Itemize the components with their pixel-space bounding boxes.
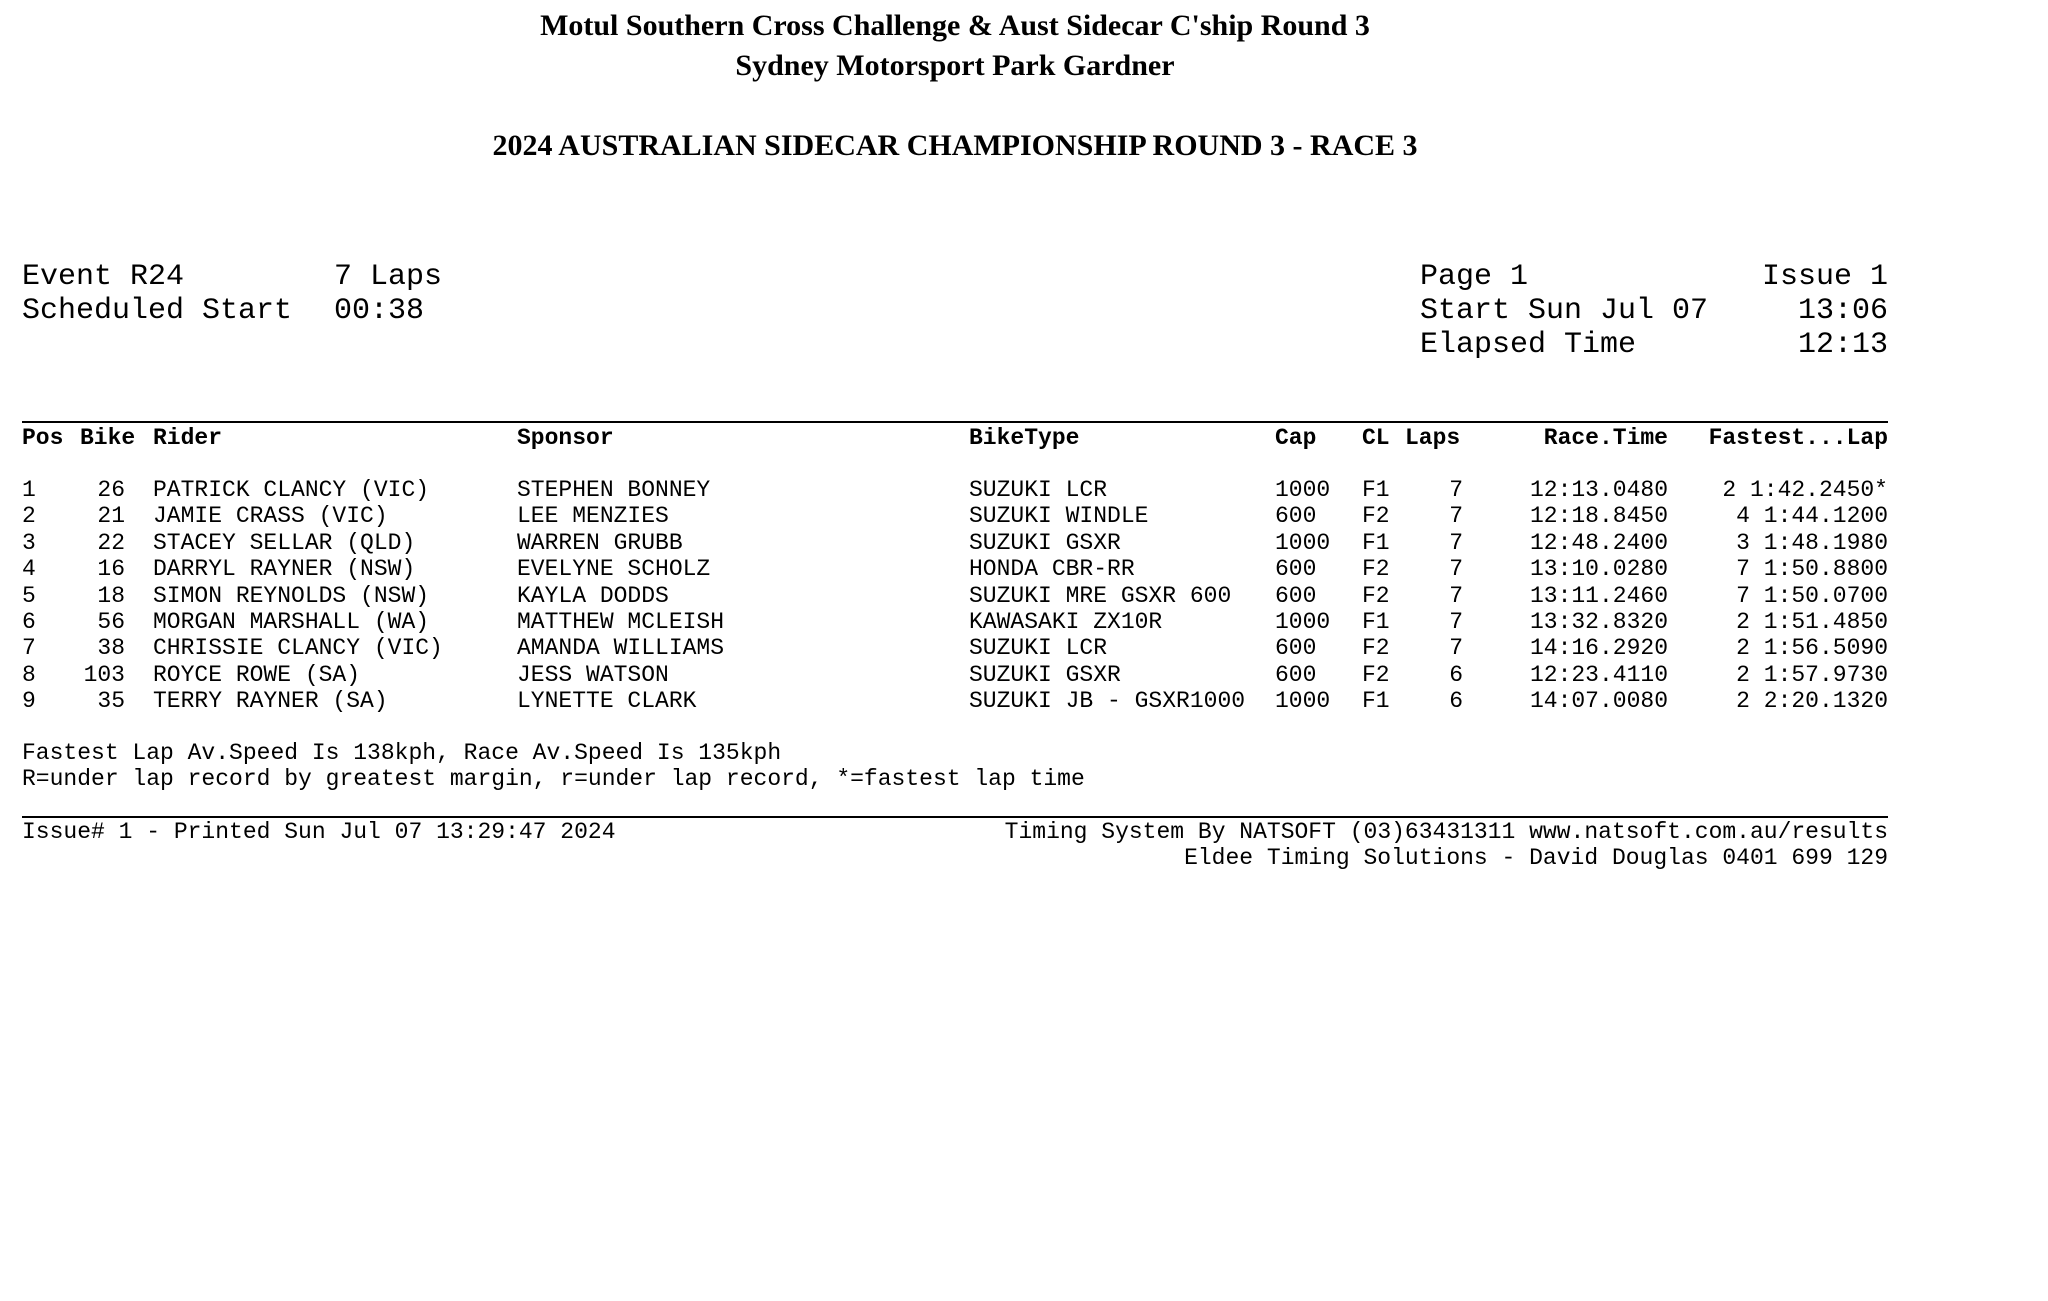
bike-cell: 16: [97, 556, 125, 583]
class-cell: F2: [1362, 582, 1390, 609]
class-cell: F1: [1362, 529, 1390, 556]
col-cl: CL: [1362, 425, 1390, 451]
biketype-cell: SUZUKI GSXR: [969, 529, 1121, 556]
scheduled-start-label: Scheduled Start: [22, 294, 293, 328]
sponsor-cell: EVELYNE SCHOLZ: [517, 556, 711, 583]
pos-cell: 3: [22, 529, 36, 556]
biketype-cell: SUZUKI WINDLE: [969, 503, 1149, 530]
pos-cell: 8: [22, 661, 36, 688]
cap-cell: 1000: [1275, 477, 1331, 503]
col-laps: Laps: [1405, 425, 1461, 451]
fastest-lap-cell: 2 1:57.9730: [1736, 661, 1888, 688]
biketype-cell: SUZUKI LCR: [969, 477, 1108, 503]
biketype-cell: SUZUKI JB - GSXR1000: [969, 688, 1246, 715]
fastest-lap-cell: 7 1:50.8800: [1736, 556, 1888, 583]
bike-cell: 35: [97, 688, 125, 715]
speed-note: Fastest Lap Av.Speed Is 138kph, Race Av.Speed Is 135kph: [22, 740, 782, 766]
biketype-cell: SUZUKI MRE GSXR 600: [969, 582, 1232, 609]
bike-cell: 103: [83, 661, 125, 688]
laps-label: 7 Laps: [334, 260, 443, 294]
col-rider: Rider: [153, 425, 223, 451]
cap-cell: 600: [1275, 582, 1317, 609]
pos-cell: 9: [22, 688, 36, 715]
page-title: Motul Southern Cross Challenge & Aust Sidecar C'ship Round 3: [540, 9, 1370, 42]
racetime-cell: 13:32.8320: [1529, 609, 1668, 635]
pos-cell: 4: [22, 556, 36, 583]
cap-cell: 1000: [1275, 688, 1331, 715]
cap-cell: 600: [1275, 503, 1317, 530]
sponsor-cell: KAYLA DODDS: [517, 582, 669, 609]
class-cell: F1: [1362, 688, 1390, 715]
laps-cell: 7: [1449, 477, 1463, 503]
col-racetime: Race.Time: [1543, 425, 1668, 451]
elapsed-time: 12:13: [1797, 328, 1888, 362]
racetime-cell: 13:10.0280: [1529, 556, 1668, 583]
credits-info: Eldee Timing Solutions - David Douglas 0401 699 129: [1184, 845, 1888, 871]
sponsor-cell: MATTHEW MCLEISH: [517, 609, 725, 635]
laps-cell: 7: [1449, 529, 1463, 556]
class-cell: F2: [1362, 661, 1390, 688]
sponsor-cell: STEPHEN BONNEY: [517, 477, 711, 503]
racetime-cell: 12:48.2400: [1529, 529, 1668, 556]
cap-cell: 600: [1275, 556, 1317, 583]
venue-title: Sydney Motorsport Park Gardner: [735, 49, 1175, 82]
fastest-lap-cell: 3 1:48.1980: [1736, 529, 1888, 556]
rider-cell: DARRYL RAYNER (NSW): [153, 556, 416, 583]
biketype-cell: SUZUKI GSXR: [969, 661, 1121, 688]
racetime-cell: 12:23.4110: [1529, 661, 1668, 688]
printed-info: Issue# 1 - Printed Sun Jul 07 13:29:47 2024: [22, 819, 616, 845]
issue-number: Issue 1: [1761, 260, 1888, 294]
cap-cell: 600: [1275, 635, 1317, 662]
racetime-cell: 14:16.2920: [1529, 635, 1668, 662]
rider-cell: MORGAN MARSHALL (WA): [153, 609, 430, 635]
rider-cell: PATRICK CLANCY (VIC): [153, 477, 430, 503]
biketype-cell: HONDA CBR-RR: [969, 556, 1135, 583]
biketype-cell: SUZUKI LCR: [969, 635, 1108, 662]
class-cell: F2: [1362, 556, 1390, 583]
sponsor-cell: LYNETTE CLARK: [517, 688, 697, 715]
class-cell: F1: [1362, 477, 1390, 503]
rider-cell: JAMIE CRASS (VIC): [153, 503, 388, 530]
class-cell: F2: [1362, 635, 1390, 662]
header-rule: [22, 421, 1888, 423]
start-label: Start Sun Jul 07: [1420, 294, 1709, 328]
racetime-cell: 12:18.8450: [1529, 503, 1668, 530]
racetime-cell: 13:11.2460: [1529, 582, 1668, 609]
sponsor-cell: AMANDA WILLIAMS: [517, 635, 725, 662]
class-cell: F1: [1362, 609, 1390, 635]
pos-cell: 2: [22, 503, 36, 530]
cap-cell: 600: [1275, 661, 1317, 688]
pos-cell: 1: [22, 477, 36, 503]
page-number: Page 1: [1420, 260, 1529, 294]
bike-cell: 56: [97, 609, 125, 635]
biketype-cell: KAWASAKI ZX10R: [969, 609, 1163, 635]
bike-cell: 18: [97, 582, 125, 609]
racetime-cell: 12:13.0480: [1529, 477, 1668, 503]
sponsor-cell: LEE MENZIES: [517, 503, 669, 530]
col-sponsor: Sponsor: [517, 425, 614, 451]
rider-cell: CHRISSIE CLANCY (VIC): [153, 635, 443, 662]
fastest-lap-cell: 2 1:42.2450*: [1722, 477, 1888, 503]
laps-cell: 6: [1449, 661, 1463, 688]
timing-info: Timing System By NATSOFT (03)63431311 www.natsoft.com.au/results: [1004, 819, 1888, 845]
laps-cell: 7: [1449, 609, 1463, 635]
racetime-cell: 14:07.0080: [1529, 688, 1668, 715]
bike-cell: 26: [97, 477, 125, 503]
rider-cell: ROYCE ROWE (SA): [153, 661, 361, 688]
pos-cell: 6: [22, 609, 36, 635]
fastest-lap-cell: 4 1:44.1200: [1736, 503, 1888, 530]
rider-cell: TERRY RAYNER (SA): [153, 688, 388, 715]
rider-cell: STACEY SELLAR (QLD): [153, 529, 416, 556]
fastest-lap-cell: 2 1:51.4850: [1736, 609, 1888, 635]
fastest-lap-cell: 2 2:20.1320: [1736, 688, 1888, 715]
col-fastest: Fastest...Lap: [1708, 425, 1888, 451]
elapsed-label: Elapsed Time: [1420, 328, 1637, 362]
col-bike: Bike: [80, 425, 136, 451]
bike-cell: 38: [97, 635, 125, 662]
event-label: Event R24: [22, 260, 185, 294]
cap-cell: 1000: [1275, 529, 1331, 556]
scheduled-start-value: 00:38: [334, 294, 425, 328]
col-biketype: BikeType: [969, 425, 1080, 451]
footer-rule: [22, 816, 1888, 818]
race-title: 2024 AUSTRALIAN SIDECAR CHAMPIONSHIP ROUND 3 - RACE 3: [492, 129, 1418, 162]
sponsor-cell: WARREN GRUBB: [517, 529, 683, 556]
pos-cell: 7: [22, 635, 36, 662]
laps-cell: 7: [1449, 635, 1463, 662]
bike-cell: 22: [97, 529, 125, 556]
class-cell: F2: [1362, 503, 1390, 530]
laps-cell: 7: [1449, 556, 1463, 583]
pos-cell: 5: [22, 582, 36, 609]
laps-cell: 6: [1449, 688, 1463, 715]
col-cap: Cap: [1275, 425, 1317, 451]
cap-cell: 1000: [1275, 609, 1331, 635]
sponsor-cell: JESS WATSON: [517, 661, 669, 688]
fastest-lap-cell: 7 1:50.0700: [1736, 582, 1888, 609]
start-time: 13:06: [1797, 294, 1888, 328]
rider-cell: SIMON REYNOLDS (NSW): [153, 582, 430, 609]
fastest-lap-cell: 2 1:56.5090: [1736, 635, 1888, 662]
col-pos: Pos: [22, 425, 64, 451]
legend-note: R=under lap record by greatest margin, r=under lap record, *=fastest lap time: [22, 766, 1085, 792]
laps-cell: 7: [1449, 503, 1463, 530]
bike-cell: 21: [97, 503, 125, 530]
laps-cell: 7: [1449, 582, 1463, 609]
